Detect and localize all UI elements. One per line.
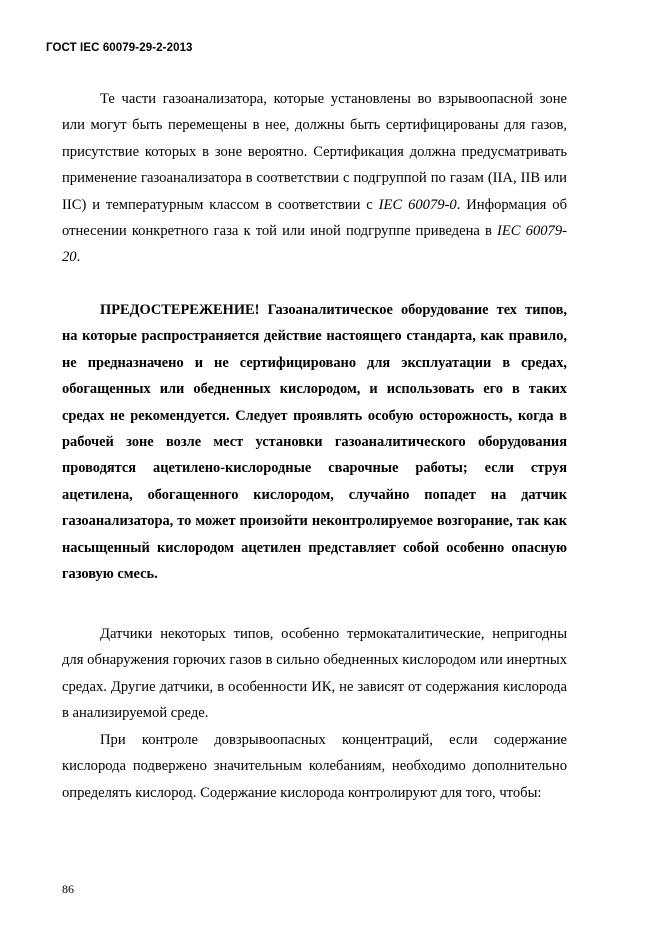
warning-paragraph: ПРЕДОСТЕРЕЖЕНИЕ! Газоаналитическое оборудование тех типов, на которые распространяется действие настоящего стандарта, как правило, не предназначено и не сертифицировано для эксплуатации в средах, обогащенных или обедненных кислородом, и использовать его в таких средах не рекомендуется. Следует проявлять особую осторожность, когда в рабочей зоне возле мест установки газоаналитического оборудования проводятся ацетилено-кислородные сварочные работы; если струя ацетилена, обогащенного кислородом, случайно попадет на датчик газоанализатора, то может произойти неконтролируемое возгорание, так как насыщенный кислородом ацетилен представляет собой особенно опасную газовую смесь. [62,302,567,583]
standard-reference: IEC 60079-20 [62,223,567,266]
paragraph-text: Те части газоанализатора, которые установлены во взрывоопасной зоне или могут быть перемещены в нее, должны быть сертифицированы для газов, присутствие которых в зоне вероятно. Сертификация должна предусматривать применение газоанализатора в соответствии с подгруппой по газам (IIA, IIB или IIC) и температурным классом в соответствии с [62,91,567,213]
paragraph-sensor-limitations: Датчики некоторых типов, особенно термокаталитические, непригодны для обнаружения горючих газов в сильно обедненных кислородом или инертных средах. Другие датчики, в особенности ИК, не зависят от содержания кислорода в анализируемой среде. [62,626,567,722]
paragraph-oxygen-control: При контроле довзрывоопасных концентраций, если содержание кислорода подвержено значительным колебаниям, необходимо дополнительно определять кислород. Содержание кислорода контролируют для того, чтобы: [62,732,567,801]
document-header: ГОСТ IEC 60079-29-2-2013 [46,42,193,54]
paragraph-gas-subgroup-certification [62,86,567,271]
paragraph-text: . Информация об отнесении конкретного газа к той или иной подгруппе приведена в [62,196,567,240]
standard-reference: IEC 60079-0 [378,196,457,213]
page-number: 86 [62,882,74,896]
paragraph-text: . [76,249,81,266]
